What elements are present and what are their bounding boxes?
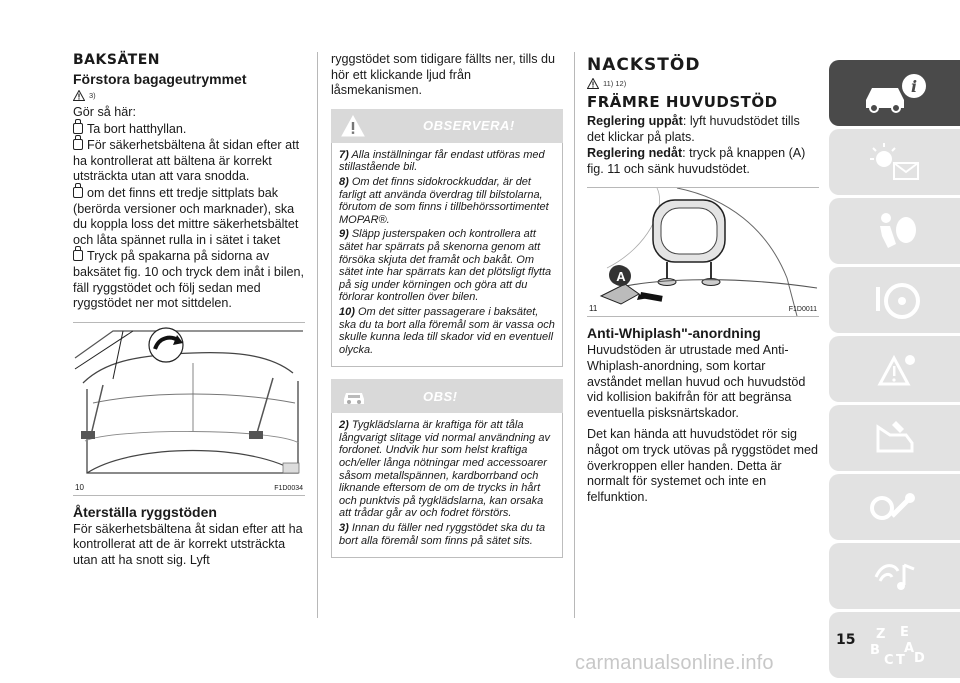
intro-text: Gör så här:: [73, 105, 136, 119]
bullet-icon: [73, 139, 83, 150]
figure-11: [587, 187, 819, 317]
column-2: [331, 52, 563, 558]
headrest-illustration: [587, 188, 819, 316]
section-title-aterstalla: Återställa ryggstöden: [73, 503, 217, 520]
warning-box-body: [331, 143, 563, 368]
steering-wheel-icon: [860, 277, 930, 323]
obs-item: 3) Innan du fäller ned ryggstödet ska du ta bort alla föremål som finns på sätet sits.: [339, 522, 546, 547]
warning-triangle-icon: [860, 346, 930, 392]
continued-text: ryggstödet som tidigare fällts ner, tills du hör ett klickande ljud från låsmekanismen.: [331, 52, 555, 98]
svg-text:E: E: [899, 625, 909, 640]
svg-text:C: C: [883, 653, 894, 668]
svg-text:B: B: [869, 643, 880, 658]
regulation-text: Reglering uppåt: lyft huvudstödet tills det klickar på plats. Reglering nedåt: tryck på knappen (A) fig. 11 och sänk huvudstödet.: [587, 114, 806, 176]
index-abc-icon: [860, 622, 930, 668]
lower-label: Reglering nedåt: [587, 146, 683, 161]
warning-triangle-icon: [587, 78, 599, 89]
note-reference: 3): [73, 90, 305, 101]
tab-multimedia[interactable]: [829, 543, 960, 609]
dashboard-lights-icon: [860, 139, 930, 185]
column-divider: [574, 52, 575, 618]
tab-dashboard-lights[interactable]: [829, 129, 960, 195]
obs-box-header: [331, 379, 563, 413]
obs-box: [331, 379, 563, 558]
raise-label: Reglering uppåt: [587, 114, 683, 128]
page-number: 15: [836, 632, 856, 648]
figure-10: [73, 322, 305, 496]
warning-triangle-icon: [341, 115, 365, 137]
svg-text:T: T: [895, 653, 905, 668]
step-item: om det finns ett tredje sittplats bak (berörda versioner och marknader), ska du koppla loss det mittre säkerhetsbältet och låta spännet rulla in i sätet i taket: [73, 185, 299, 247]
car-service-icon: [341, 385, 367, 407]
warning-triangle-icon: [73, 90, 85, 101]
obs-title: OBS!: [423, 388, 458, 404]
section-title-anti-whiplash: Anti-Whiplash"-anordning: [587, 325, 761, 342]
multimedia-icon: [860, 553, 930, 599]
warning-box-header: [331, 109, 563, 143]
wrench-service-icon: [860, 415, 930, 461]
figure-code: F1D0034: [274, 484, 303, 492]
bullet-icon: [73, 123, 83, 134]
step-item: Ta bort hatthyllan.: [73, 122, 305, 138]
warning-title: OBSERVERA!: [423, 118, 515, 134]
svg-text:A: A: [903, 641, 914, 656]
obs-item: 2) Tygklädslarna är kraftiga för att tåla långvarigt slitage vid normal användning av fordonet. Undvik hur som helst kraftiga och/eller långa nötningar med accessoarer såsom metallspännen, kardborrband och liknande eftersom de om de trycks in hårt och punktvis på tygklädslarna, kan orsaka att trådar går av och fodret förstörs.: [339, 419, 550, 520]
steps-text: [73, 105, 305, 312]
figure-code: F1D0011: [788, 306, 817, 314]
warning-item: 9) Släpp justerspaken och kontrollera att sätet har spärrats på skenorna genom att försöka skjuta det framåt och bakåt. Om sätet inte har spärrats kan det plötsligt flytta på sig under körningen och göra att du förlorar kontrollen över bilen.: [339, 228, 552, 304]
airbag-safety-icon: [860, 208, 930, 254]
anti-whiplash-text: Huvudstöden är utrustade med Anti-Whiplash-anordning, som kortar avståndet mellan huvud och huvudstöd vid kollision bakifrån för att begränsa eventuella pisksnärtskador. Det kan hända att huvudstödet rör sig något om tryck utövas på ryggstödet med överkroppen eller handen. Detta är normalt för systemet och inte en felfunktion.: [587, 343, 819, 504]
subtitle-framre-huvudstod: FRÄMRE HUVUDSTÖD: [587, 93, 778, 111]
section-title-baksaten: BAKSÄTEN: [73, 52, 161, 68]
section-title-nackstod: NACKSTÖD: [587, 55, 701, 75]
svg-text:i: i: [910, 77, 917, 96]
bullet-icon: [73, 187, 83, 198]
column-1: [73, 52, 305, 569]
warning-item: 10) Om det sitter passagerare i baksätet, ska du ta bort alla föremål som är vassa och skulle kunna leda till skador vid en eventuell olycka.: [339, 305, 555, 356]
tab-service[interactable]: [829, 405, 960, 471]
figure-number: 10: [75, 482, 84, 492]
tab-car-info[interactable]: [829, 60, 960, 126]
callout-a: A: [611, 266, 631, 286]
aterstalla-text: För säkerhetsbältena åt sidan efter att ha kontrollerat att de är korrekt utsträckta utan att ha snott sig. Lyft: [73, 521, 303, 567]
column-3: [587, 55, 819, 511]
subtitle-forstora: Förstora bagageutrymmet: [73, 71, 247, 87]
obs-box-body: [331, 413, 563, 558]
chapter-tabs: [829, 60, 960, 681]
rear-seat-illustration: [73, 323, 305, 495]
svg-text:Z: Z: [875, 627, 885, 642]
step-item: För säkerhetsbältena åt sidan efter att ha kontrollerat att bältena är korrekt utsträckta utan att vara snodda.: [73, 138, 300, 184]
car-info-icon: [860, 70, 930, 116]
warning-item: 7) Alla inställningar får endast utföras med stillastående bil.: [339, 148, 545, 174]
warning-box: [331, 109, 563, 368]
note-reference: 11) 12): [587, 78, 819, 89]
column-divider: [317, 52, 318, 618]
watermark: carmanualsonline.info: [575, 652, 774, 674]
figure-number: 11: [589, 304, 598, 314]
step-item: Tryck på spakarna på sidorna av baksätet fig. 10 och tryck dem inåt i bilen, fäll ryggstödet och följ sedan med ryggstödet ner mot sittdelen.: [73, 249, 305, 311]
tech-data-icon: [860, 484, 930, 530]
tab-airbag-safety[interactable]: [829, 198, 960, 264]
svg-text:D: D: [913, 651, 925, 666]
warning-item: 8) Om det finns sidokrockkuddar, är det farligt att använda överdrag till bilstolarna, förutom de som finns i tillbehörssortimentet MOPAR®.: [339, 175, 549, 226]
bullet-icon: [73, 250, 83, 261]
tab-steering[interactable]: [829, 267, 960, 333]
tab-tech-data[interactable]: [829, 474, 960, 540]
tab-warning[interactable]: [829, 336, 960, 402]
